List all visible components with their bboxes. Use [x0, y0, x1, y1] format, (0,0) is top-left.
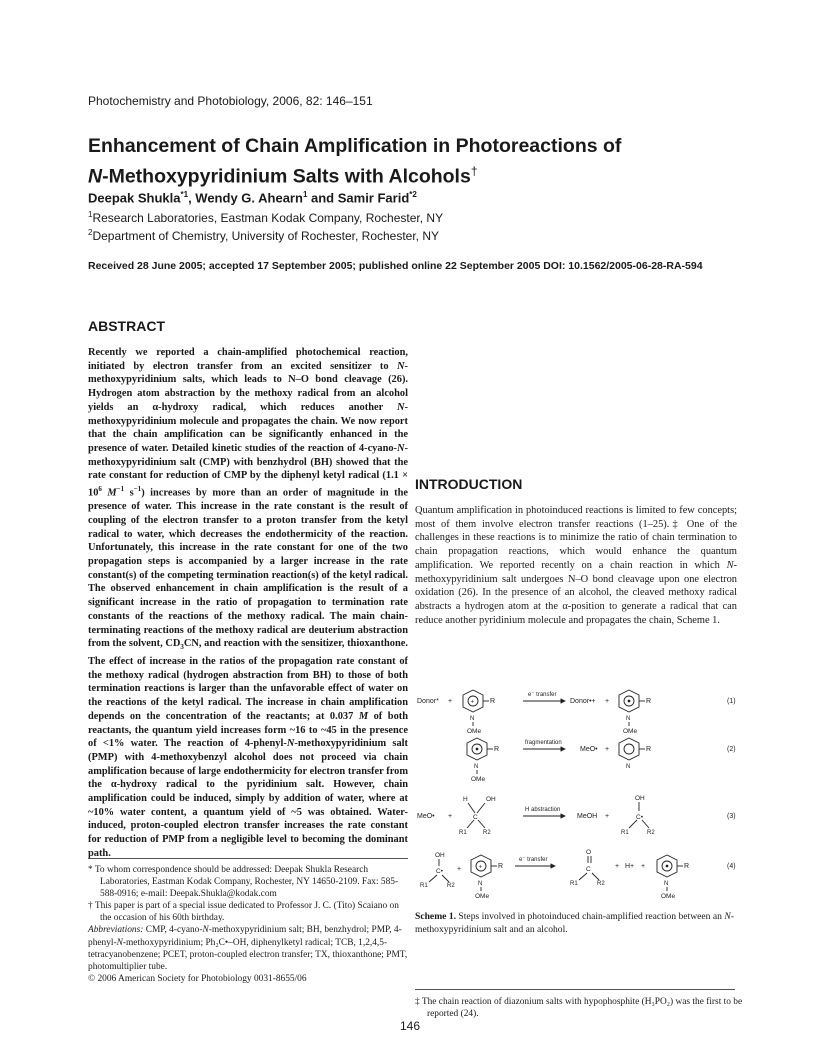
scheme-hplus-4: H+ — [625, 863, 635, 870]
abstract-seg-5: ) increases by more than an order of magnitude in the presence of water. This increase in the rate constant is the result of coupling of the electron transfer to a proton transfer from the ketyl radical to water, which decreases the endothermicity of the reaction. Unfortunately, this increase in the rate constant for one of the two propagation steps is accompanied by a larger increase in the rate constant(s) of the competing termination reaction(s) of the ketyl radical. The observed enhancement in chain amplification is the result of a significant increase in the ratio of propagation to termination rate constants of the reactions of the methoxy radical. The main chain-terminating reactions of the methoxy radical are deuterium abstraction from the solvent, CD — [88, 487, 408, 650]
scheme-r1-3b: R1 — [621, 830, 629, 836]
abstract-italic-2: N — [397, 401, 405, 413]
abbr-seg-3: methoxypyridinium; Ph₂C•–OH, diphenylketyl radical; TCB, 1,2,4,5-tetracyanobenzene; PCET, proton-coupled electron transfer; TX, thioxanthone; PMT, photomultiplier tube. — [88, 937, 408, 972]
caption-label: Scheme 1. — [415, 911, 457, 922]
scheme-eq-4: (4) — [727, 863, 736, 870]
scheme-eq-2: (2) — [727, 746, 736, 753]
affiliation-2-text: Department of Chemistry, University of Rochester, Rochester, NY — [92, 228, 440, 243]
pyridine-ring-2 — [619, 738, 639, 760]
title-italic-n: N — [88, 165, 103, 188]
scheme-n-4b: N — [664, 881, 669, 887]
scheme-r-1: R — [490, 698, 496, 705]
scheme-arrow-3-label: H abstraction — [525, 807, 561, 813]
page-number: 146 — [400, 1019, 421, 1033]
scheme-oh-3b: OH — [635, 795, 645, 802]
author-3: Samir Farid — [337, 190, 410, 206]
abstract-unit-m: M — [101, 487, 117, 499]
scheme-plus-1a: + — [448, 698, 453, 705]
scheme-r1-3: R1 — [459, 830, 467, 836]
abstract-sup-1: 6 — [98, 485, 102, 494]
scheme-r-1b: R — [646, 698, 652, 705]
scheme-eq-1: (1) — [727, 698, 736, 705]
scheme-plus-4b: + — [615, 863, 620, 870]
scheme-donor-cation: Donor•+ — [570, 698, 596, 705]
abstract-seg-6: CN, and reaction with the sensitizer, thioxanthone. The effect of increase in the ratios of the propagation rate constant of the methoxy radical (hydrogen abstraction from BH) to those of both termination reactions is larger than the unfavorable effect of water on the reactions of the ketyl radical. The increase in chain amplification depends on the concentration of the reactants; at 0.037 — [88, 638, 408, 722]
scheme-ome-4b: OMe — [661, 893, 676, 900]
scheme-ome-1: OMe — [467, 728, 482, 735]
abstract-unit-s: s — [124, 487, 134, 499]
footnote-diazonium: ‡ The chain reaction of diazonium salts with hypophosphite (H₃PO₂) was the first to be reported (24). — [415, 997, 743, 1020]
scheme-r1-4: R1 — [420, 883, 428, 889]
abstract-seg-4: -methoxypyridinium salt (CMP) with benzhydrol (BH) showed that the rate constant for reduction of CMP by the diphenyl ketyl radical (1.1 × 10 — [88, 442, 408, 499]
abstract-italic-1: N — [397, 360, 405, 372]
scheme-n-2b: N — [626, 764, 631, 770]
scheme-h-3: H — [463, 796, 468, 803]
introduction-text — [415, 504, 737, 627]
scheme-1-figure — [415, 682, 745, 904]
scheme-r1-4b: R1 — [570, 881, 578, 887]
svg-text:C•: C• — [636, 814, 643, 821]
svg-text:C: C — [473, 814, 478, 821]
scheme-n-1b: N — [626, 716, 631, 722]
scheme-oh-4: OH — [435, 852, 445, 859]
scheme-eq-3: (3) — [727, 813, 736, 820]
abstract-italic-5: N — [286, 738, 295, 750]
affiliation-1 — [88, 208, 443, 226]
scheme-meoh-3: MeOH — [577, 813, 598, 820]
scheme-caption — [415, 911, 740, 936]
scheme-plus-3b: + — [605, 813, 610, 820]
scheme-r-2: R — [494, 746, 500, 753]
author-1-sup: *1 — [180, 190, 189, 199]
svg-text:+: + — [470, 699, 475, 706]
caption-text-1: Steps involved in photoinduced chain-amplified reaction between an — [456, 911, 725, 922]
scheme-plus-3a: + — [448, 813, 453, 820]
footnote-abbreviations — [88, 924, 410, 972]
author-2: Wendy G. Ahearn — [195, 190, 303, 206]
affiliation-1-text: Research Laboratories, Eastman Kodak Company, Rochester, NY — [92, 211, 444, 225]
scheme-n-1: N — [470, 716, 475, 722]
intro-seg-2: -methoxypyridinium salt undergoes N–O bond cleavage upon one electron oxidation (26). In the presence of an alcohol, the cleaved methoxy radical abstracts a hydrogen atom at the α-position to generate a radical that can reduce another pyridinium molecule and propagates the chain, Scheme 1. — [415, 559, 737, 626]
scheme-plus-2: + — [605, 746, 610, 753]
scheme-ome-2: OMe — [471, 776, 486, 783]
abbr-seg-1: CMP, 4-cyano- — [143, 925, 203, 936]
author-sep-2: and — [307, 190, 338, 206]
scheme-r2-3b: R2 — [647, 830, 655, 836]
scheme-ome-4: OMe — [475, 893, 490, 900]
scheme-o-4: O — [586, 849, 592, 856]
introduction-heading: INTRODUCTION — [415, 476, 523, 492]
footnote-divider-left — [88, 858, 408, 859]
footnote-dedication: † This paper is part of a special issue dedicated to Professor J. C. (Tito) Scaiano on the occasion of his 60th birthday. — [88, 901, 399, 924]
abbr-seg-2: methoxypyridinium salt; BH, benzhydrol; PMP, 4-phenyl- — [88, 925, 402, 948]
author-sep-1: , — [188, 190, 196, 206]
intro-italic-1: N — [726, 559, 734, 571]
affiliation-1-sup: 1 — [88, 210, 93, 219]
affiliation-2-sup: 2 — [88, 227, 93, 237]
scheme-oh-3: OH — [486, 796, 496, 803]
abstract-heading: ABSTRACT — [88, 318, 165, 334]
title-dagger: † — [470, 164, 478, 178]
abstract-seg-8: -methoxypyridinium salt (PMP) with 4-methoxybenzyl alcohol does not proceed via chain amplification because of large endothermicity for electron transfer from the α-hydroxy radical to the pyridinium salt. However, chain amplification could be induced, simply by addition of water, where at ~10% water content, a quantum yield of ~5 was obtained. Water-induced, proton-coupled electron transfer increases the rate constant for reduction of PMP from a negligible level to becoming the dominant path. — [88, 738, 408, 859]
title-line-1: Enhancement of Chain Amplification in Photoreactions of — [88, 135, 622, 157]
svg-text:C•: C• — [436, 868, 443, 875]
abstract-sup-2: −1 — [116, 485, 125, 494]
paper-title — [88, 134, 768, 190]
svg-text:+: + — [478, 864, 483, 871]
abstract-text — [88, 346, 408, 861]
footnotes-left — [88, 864, 410, 985]
abstract-italic-4: M — [358, 710, 369, 722]
abbreviations-label: Abbreviations: — [88, 925, 144, 936]
scheme-plus-1b: + — [605, 698, 610, 705]
svg-text:C: C — [586, 866, 591, 873]
scheme-r-2b: R — [646, 746, 652, 753]
caption-text-2: -methoxypyridinium salt and an alcohol. — [415, 911, 734, 935]
scheme-r-4b: R — [684, 863, 690, 870]
abstract-italic-3: N — [397, 442, 405, 454]
scheme-arrow-4-label: e⁻ transfer — [519, 857, 548, 863]
scheme-arrow-2-label: fragmentation — [525, 740, 562, 746]
scheme-plus-4c: + — [641, 863, 646, 870]
scheme-meo-2: MeO• — [580, 746, 598, 753]
scheme-r2-3: R2 — [483, 830, 491, 836]
scheme-arrow-1-label: e⁻ transfer — [528, 692, 557, 698]
scheme-r2-4b: R2 — [597, 881, 605, 887]
abbr-italic-1: N- — [202, 925, 212, 936]
title-line-2: -Methoxypyridinium Salts with Alcohols — [102, 165, 471, 188]
publication-dates: Received 28 June 2005; accepted 17 September 2005; published online 22 September 2005 DOI: 10.1562/2005-06-28-RA-594 — [88, 260, 703, 272]
journal-header: Photochemistry and Photobiology, 2006, 82: 146–151 — [88, 94, 373, 108]
scheme-n-2: N — [474, 764, 479, 770]
footnote-divider-right — [415, 989, 735, 990]
author-1: Deepak Shukla — [88, 190, 181, 206]
abstract-seg-1: Recently we reported a chain-amplified photochemical reaction, initiated by electron transfer from an excited sensitizer to — [88, 347, 408, 372]
scheme-r2-4: R2 — [447, 883, 455, 889]
left-column — [88, 318, 408, 861]
author-list — [88, 190, 417, 205]
abstract-sup-3: −1 — [133, 485, 142, 494]
scheme-r-4: R — [498, 863, 504, 870]
scheme-ome-1b: OMe — [623, 728, 638, 735]
abbr-italic-2: N- — [116, 937, 127, 948]
author-3-sup: *2 — [409, 190, 417, 199]
scheme-plus-4a: + — [457, 866, 462, 873]
abstract-sub-1: 3 — [180, 643, 184, 652]
footnote-copyright: © 2006 American Society for Photobiology 0031-8655/06 — [88, 973, 307, 984]
author-2-sup: 1 — [302, 190, 308, 199]
affiliations — [88, 208, 443, 243]
abstract-seg-7: of both reactants, the quantum yield increases form ~16 to ~45 in the presence of <1% water. The reaction of 4-phenyl- — [88, 710, 408, 750]
caption-italic: N — [724, 911, 731, 922]
scheme-donor: Donor* — [417, 698, 439, 705]
scheme-n-4: N — [478, 881, 483, 887]
scheme-meo-3: MeO• — [417, 813, 435, 820]
abstract-seg-3: -methoxypyridinium molecule and propagates the chain. We now report that the chain amplification can be significantly enhanced in the presence of water. Detailed kinetic studies of the reaction of 4-cyano- — [88, 401, 408, 454]
abstract-seg-2: -methoxypyridinium salts, which leads to N–O bond cleavage (26). Hydrogen atom abstraction by the methoxy radical from an alcohol yields an α-hydroxy radical, which reduces another — [88, 360, 408, 413]
affiliation-2 — [88, 226, 443, 244]
intro-seg-1: Quantum amplification in photoinduced reactions is limited to few concepts; most of them involve electron transfer reactions (1–25).‡ One of the challenges in these reactions is to minimize the ratio of chain termination to chain propagation reactions, which would enhance the quantum amplification. We reported recently on a chain reaction in which — [415, 505, 737, 571]
footnote-correspondence: * To whom correspondence should be addressed: Deepak Shukla Research Laboratories, Eastman Kodak Company, Rochester, NY 14650-2109. Fax: 585-588-0916; e-mail: Deepak.Shukla@kodak.com — [88, 865, 399, 900]
